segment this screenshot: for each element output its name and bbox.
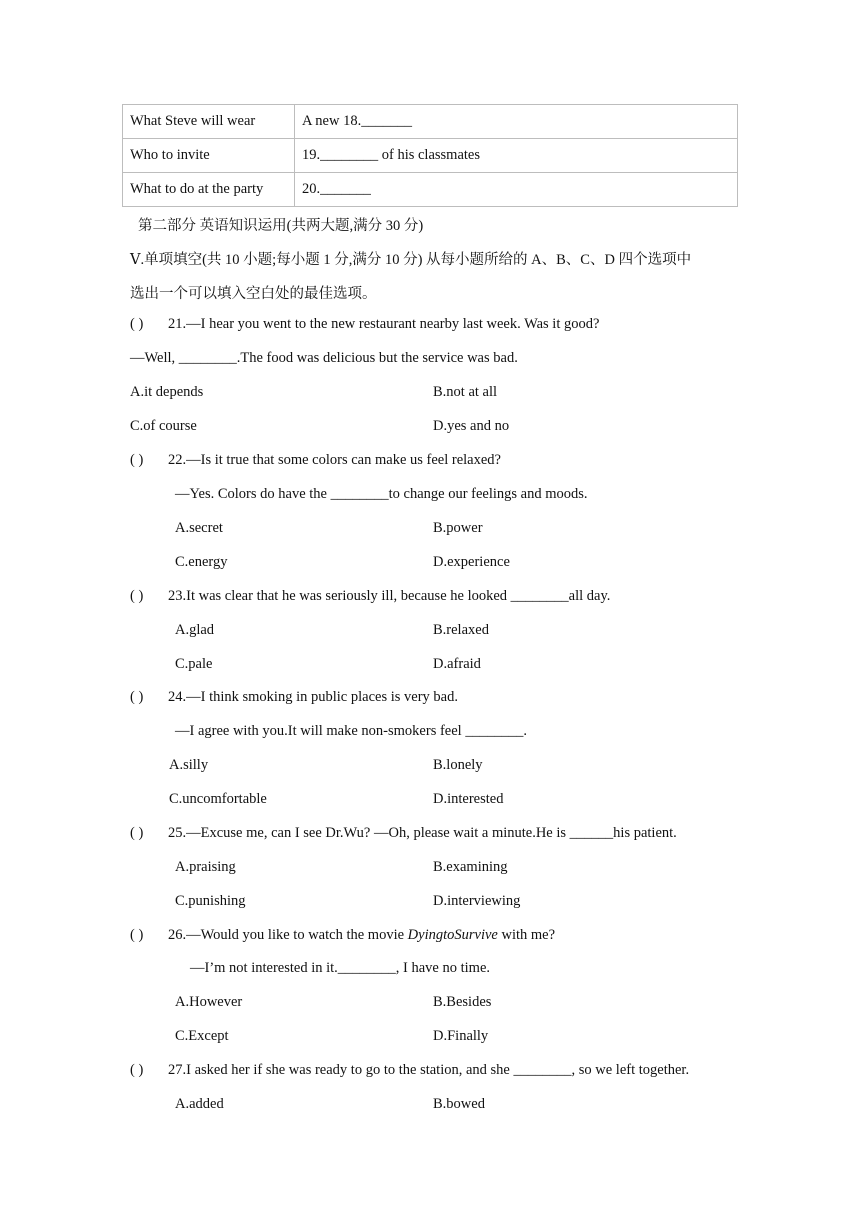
info-table [122, 104, 738, 207]
question-27-stem: 27.I asked her if she was ready to go to the station, and she ________, so we left together. [168, 1062, 690, 1078]
question-21-option-d: D.yes and no [433, 418, 510, 434]
question-25-option-d: D.interviewing [433, 893, 521, 909]
table-cell-value: 20._______ [295, 173, 738, 207]
question-26-stem-post: with me? [497, 927, 556, 943]
answer-bracket: ( ) [130, 1062, 144, 1078]
movie-title: DyingtoSurvive [407, 927, 498, 943]
question-26-reply: —I’m not interested in it.________, I have no time. [190, 960, 491, 976]
question-23-stem: 23.It was clear that he was seriously ill, because he looked ________all day. [168, 588, 611, 604]
table-cell-label: Who to invite [123, 139, 295, 173]
question-27-option-b: B.bowed [433, 1096, 485, 1112]
answer-bracket: ( ) [130, 689, 144, 705]
table-row [123, 173, 738, 207]
question-23-option-a: A.glad [175, 622, 215, 638]
question-24-option-d: D.interested [433, 791, 504, 807]
question-23-option-b: B.relaxed [433, 622, 489, 638]
question-24-option-b: B.lonely [433, 757, 483, 773]
question-27-option-a: A.added [175, 1096, 224, 1112]
question-26-option-a: A.However [175, 994, 243, 1010]
question-22-stem: 22.—Is it true that some colors can make us feel relaxed? [168, 452, 501, 468]
answer-bracket: ( ) [130, 452, 144, 468]
answer-bracket: ( ) [130, 588, 144, 604]
question-23-option-d: D.afraid [433, 656, 481, 672]
question-26-option-d: D.Finally [433, 1028, 489, 1044]
question-22-option-a: A.secret [175, 520, 223, 536]
question-24-reply: —I agree with you.It will make non-smokers feel ________. [175, 723, 527, 739]
question-21-option-b: B.not at all [433, 384, 498, 400]
question-21-option-a: A.it depends [130, 384, 204, 400]
answer-bracket: ( ) [130, 316, 144, 332]
question-25-option-c: C.punishing [175, 893, 246, 909]
table-cell-label: What Steve will wear [123, 105, 295, 139]
part2-heading: 第二部分 英语知识运用(共两大题,满分 30 分) [138, 218, 424, 234]
question-25-option-a: A.praising [175, 859, 236, 875]
question-22-option-d: D.experience [433, 554, 510, 570]
question-24-stem: 24.—I think smoking in public places is very bad. [168, 689, 458, 705]
question-24-option-a: A.silly [169, 757, 209, 773]
section-v-instructions-line2: 选出一个可以填入空白处的最佳选项。 [130, 286, 377, 302]
question-21-reply: —Well, ________.The food was delicious but the service was bad. [130, 350, 518, 366]
answer-bracket: ( ) [130, 927, 144, 943]
section-v-instructions-line1: Ⅴ.单项填空(共 10 小题;每小题 1 分,满分 10 分) 从每小题所给的 A、B、C、D 四个选项中 [130, 252, 692, 268]
question-26-option-c: C.Except [175, 1028, 229, 1044]
question-25-option-b: B.examining [433, 859, 508, 875]
question-26-stem [168, 927, 555, 944]
table-row [123, 105, 738, 139]
question-22-option-b: B.power [433, 520, 483, 536]
question-23-option-c: C.pale [175, 656, 213, 672]
answer-bracket: ( ) [130, 825, 144, 841]
table-cell-label: What to do at the party [123, 173, 295, 207]
table-row [123, 139, 738, 173]
question-25-stem: 25.—Excuse me, can I see Dr.Wu? —Oh, please wait a minute.He is ______his patient. [168, 825, 677, 841]
question-21-stem: 21.—I hear you went to the new restaurant nearby last week. Was it good? [168, 316, 600, 332]
question-26-stem-pre: 26.—Would you like to watch the movie [168, 927, 408, 943]
question-21-option-c: C.of course [130, 418, 197, 434]
question-24-option-c: C.uncomfortable [169, 791, 267, 807]
table-cell-value: A new 18._______ [295, 105, 738, 139]
table-cell-value: 19.________ of his classmates [295, 139, 738, 173]
question-26-option-b: B.Besides [433, 994, 492, 1010]
question-22-option-c: C.energy [175, 554, 228, 570]
question-22-reply: —Yes. Colors do have the ________to change our feelings and moods. [175, 486, 588, 502]
